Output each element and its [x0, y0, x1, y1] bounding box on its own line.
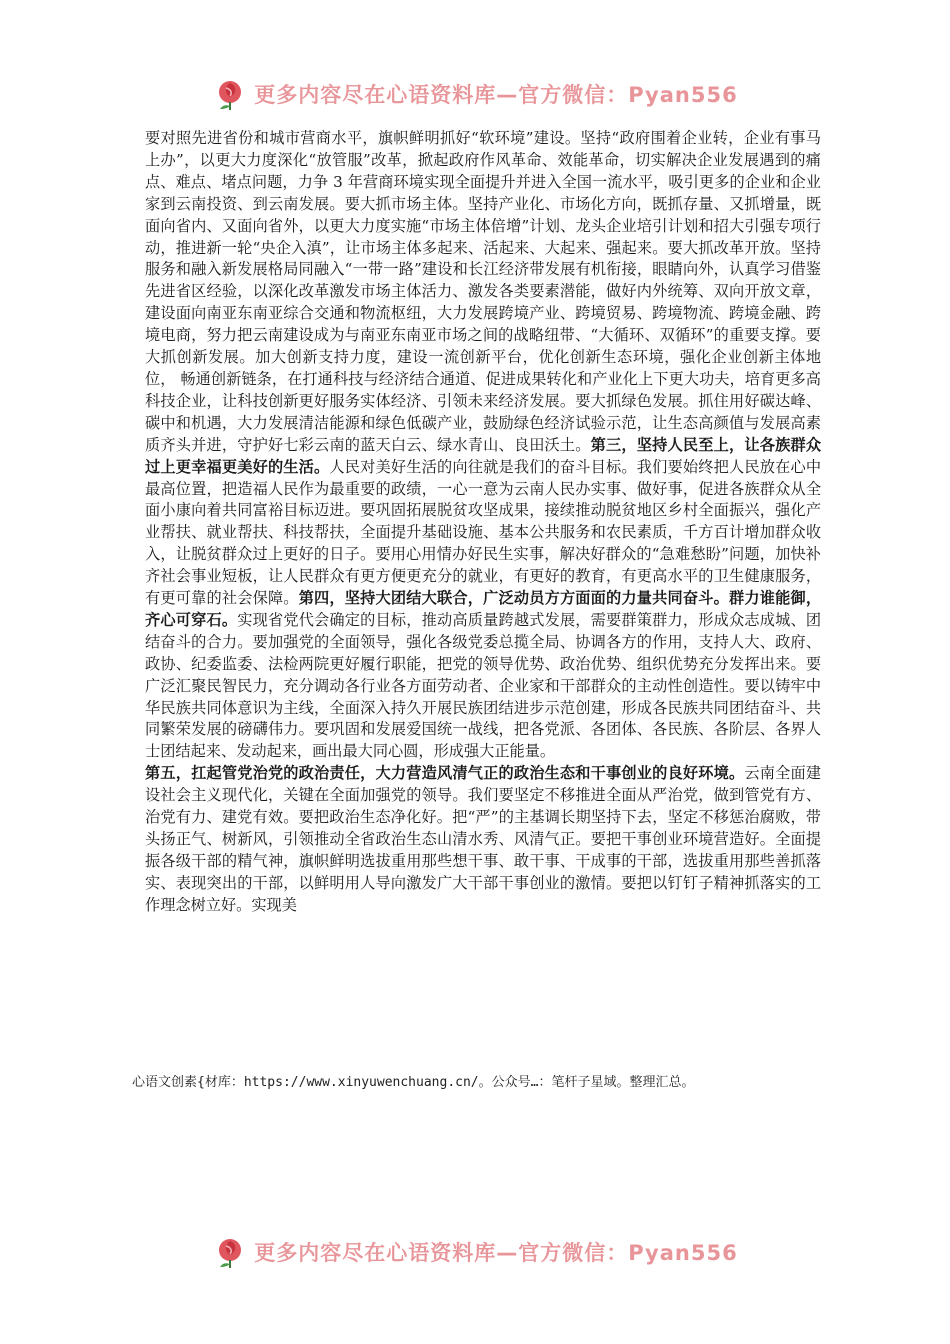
paragraph-text: 人民对美好生活的向往就是我们的奋斗目标。我们要始终把人民放在心中最高位置，把造福人民作为最重要的政绩，一心一意为云南人民办实事、做好事，促进各族群众从全面小康向着共同富裕目标迈进。要巩固拓展脱贫攻坚成果，接续推动脱贫地区乡村全面振兴，强化产业帮扶、就业帮扶、科技帮扶，全面提升基础设施、基本公共服务和农民素质，千方百计增加群众收入，让脱贫群众过上更好的日子。要用心用情办好民生实事，解决好群众的“急难愁盼”问题，加快补齐社会事业短板，让人民群众有更方便更充分的就业，有更好的教育，有更高水平的卫生健康服务，有更可靠的社会保障。 — [145, 457, 822, 608]
rose-logo-icon — [212, 76, 248, 112]
section-heading: 第三，坚持人民至上，让各族群众过上更幸福更美好的生活。 — [145, 435, 822, 476]
paragraph-text: 云南全面建设社会主义现代化，关键在全面加强党的领导。我们要坚定不移推进全面从严治党，做到管党有方、治党有力、建党有效。要把政治生态净化好。把“严”的主基调长期坚持下去，坚定不移惩治腐败，带头扬正气、树新风，引领推动全省政治生态山清水秀、风清气正。要把干事创业环境营造好。全面提振各级干部的精气神，旗帜鲜明选拔重用那些想干事、敢干事、干成事的干部，选拔重用那些善抓落实、表现突出的干部，以鲜明用人导向激发广大干部干事创业的激情。要把以钉钉子精神抓落实的工作理念树立好。实现美 — [145, 764, 822, 914]
document-body — [145, 128, 821, 917]
footer-banner-text: 更多内容尽在心语资料库—官方微信：Pyan556 — [254, 1241, 738, 1265]
footer-banner — [0, 1232, 950, 1272]
source-note: 心语文创素{材库：https://www.xinyuwenchuang.cn/。公众号…：笔杆子星域。整理汇总。 — [132, 1075, 695, 1090]
paragraph-text: 要对照先进省份和城市营商水平，旗帜鲜明抓好“软环境”建设。坚持“政府围着企业转，企业有事马上办”，以更大力度深化“放管服”改革，掀起政府作风革命、效能革命，切实解决企业发展遇到的痛点、难点、堵点问题，力争 3 年营商环境实现全面提升并进入全国一流水平，吸引更多的企业和企业家到云南投资、到云南发展。要大抓市场主体。坚持产业化、市场化方向，既抓存量、又抓增量，既面向省内、又面向省外，以更大力度实施“市场主体倍增”计划、龙头企业培引计划和招大引强专项行动，推进新一轮“央企入滇”，让市场主体多起来、活起来、大起来、强起来。要大抓改革开放。坚持服务和融入新发展格局同融入“一带一路”建设和长江经济带发展有机衔接，眼睛向外，认真学习借鉴先进省区经验，以深化改革激发市场主体活力、激发各类要素潜能，做好内外统筹、双向开放文章，建设面向南亚东南亚综合交通和物流枢纽，大力发展跨境产业、跨境贸易、跨境物流、跨境金融、跨境电商，努力把云南建设成为与南亚东南亚市场之间的战略纽带、“大循环、双循环”的重要支撑。要大抓创新发展。加大创新支持力度，建设一流创新平台，优化创新生态环境，强化企业创新主体地位， 畅通创新链条，在打通科技与经济结合通道、促进成果转化和产业化上下更大功夫，培育更多高科技企业，让科技创新更好服务实体经济、引领未来经济发展。要大抓绿色发展。抓住用好碳达峰、碳中和机遇，大力发展清洁能源和绿色低碳产业，鼓励绿色经济试验示范，让生态高颜值与发展高素质齐头并进，守护好七彩云南的蓝天白云、绿水青山、良田沃土。 — [145, 129, 821, 454]
header-banner — [0, 74, 950, 114]
section-heading: 第五，扛起管党治党的政治责任，大力营造风清气正的政治生态和干事创业的良好环境。 — [145, 764, 745, 783]
paragraph — [145, 128, 821, 763]
header-banner-text: 更多内容尽在心语资料库—官方微信：Pyan556 — [254, 83, 738, 107]
paragraph — [145, 763, 821, 916]
paragraph-text: 实现省党代会确定的目标，推动高质量跨越式发展，需要群策群力，形成众志成城、团结奋斗的合力。要加强党的全面领导，强化各级党委总揽全局、协调各方的作用，支持人大、政府、政协、纪委监委、法检两院更好履行职能，把党的领导优势、政治优势、组织优势充分发挥出来。要广泛汇聚民智民力，充分调动各行业各方面劳动者、企业家和干部群众的主动性创造性。要以铸牢中华民族共同体意识为主线，全面深入持久开展民族团结进步示范创建，形成各民族共同团结奋斗、共同繁荣发展的磅礴伟力。要巩固和发展爱国统一战线，把各党派、各团体、各民族、各阶层、各界人士团结起来、发动起来，画出最大同心圆，形成强大正能量。 — [145, 610, 822, 761]
rose-logo-icon — [212, 1234, 248, 1270]
section-heading: 第四，坚持大团结大联合，广泛动员方方面面的力量共同奋斗。群力谁能御，齐心可穿石。 — [145, 589, 822, 629]
